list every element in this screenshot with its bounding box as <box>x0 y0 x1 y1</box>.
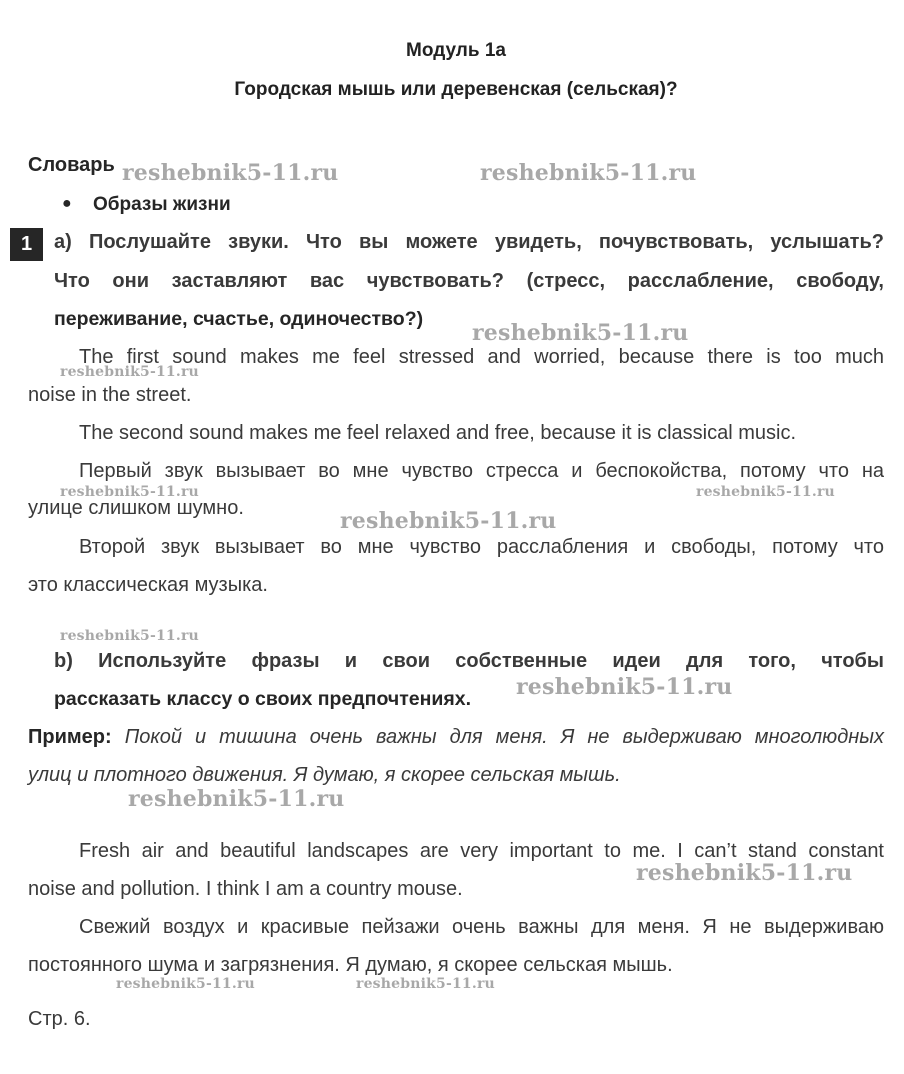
watermark: reshebnik5-11.ru <box>356 976 495 992</box>
task-a-line-2: Что они заставляют вас чувствовать? (стресс, расслабление, свободу, <box>54 270 884 292</box>
answer-a-ru-p3-line2: улице слишком шумно. <box>28 497 244 519</box>
page-number: Стр. 6. <box>28 1008 91 1030</box>
answer-a-ru-p3-line1: Первый звук вызывает во мне чувство стресса и беспокойства, потому что на <box>79 460 884 482</box>
watermark: reshebnik5-11.ru <box>480 160 697 186</box>
answer-b-ru-line1: Свежий воздух и красивые пейзажи очень важны для меня. Я не выдерживаю <box>79 916 884 938</box>
watermark: reshebnik5-11.ru <box>636 860 853 886</box>
module-title: Модуль 1а <box>406 40 506 61</box>
task-number-badge: 1 <box>10 228 43 261</box>
example-line-1 <box>28 726 884 749</box>
watermark: reshebnik5-11.ru <box>340 508 557 534</box>
watermark: reshebnik5-11.ru <box>472 320 689 346</box>
answer-b-en-line2: noise and pollution. I think I am a country mouse. <box>28 878 463 900</box>
answer-b-ru-line2: постоянного шума и загрязнения. Я думаю, я скорее сельская мышь. <box>28 954 673 976</box>
answer-a-ru-p4-line1: Второй звук вызывает во мне чувство расслабления и свободы, потому что <box>79 536 884 558</box>
task-a-line-3: переживание, счастье, одиночество?) <box>54 308 424 330</box>
example-text-1: Покой и тишина очень важны для меня. Я не выдерживаю многолюдных <box>124 726 885 748</box>
task-b-line-2: рассказать классу о своих предпочтениях. <box>54 688 472 710</box>
answer-a-en-p2: The second sound makes me feel relaxed and free, because it is classical music. <box>79 422 797 444</box>
watermark: reshebnik5-11.ru <box>60 628 199 644</box>
watermark: reshebnik5-11.ru <box>116 976 255 992</box>
example-line-2: улиц и плотного движения. Я думаю, я скорее сельская мышь. <box>28 764 621 786</box>
watermark: reshebnik5-11.ru <box>60 364 199 380</box>
answer-a-ru-p4-line2: это классическая музыка. <box>28 574 268 596</box>
answer-a-en-p1-line1: The first sound makes me feel stressed and worried, because there is too much <box>79 346 884 368</box>
example-label: Пример: <box>28 726 112 748</box>
watermark: reshebnik5-11.ru <box>60 484 199 500</box>
watermark: reshebnik5-11.ru <box>122 160 339 186</box>
bullet-icon: ● <box>62 195 72 212</box>
watermark: reshebnik5-11.ru <box>516 674 733 700</box>
lesson-subtitle: Городская мышь или деревенская (сельская)? <box>234 79 678 100</box>
task-b-line-1: b) Используйте фразы и свои собственные идеи для того, чтобы <box>54 650 884 672</box>
task-a-line-1: а) Послушайте звуки. Что вы можете увидеть, почувствовать, услышать? <box>54 231 884 253</box>
watermark: reshebnik5-11.ru <box>128 786 345 812</box>
answer-a-en-p1-line2: noise in the street. <box>28 384 192 406</box>
watermark: reshebnik5-11.ru <box>696 484 835 500</box>
answer-b-en-line1: Fresh air and beautiful landscapes are very important to me. I can’t stand constant <box>79 840 884 862</box>
vocab-bullet-item: Образы жизни <box>93 194 231 215</box>
vocab-label: Словарь <box>28 154 115 176</box>
